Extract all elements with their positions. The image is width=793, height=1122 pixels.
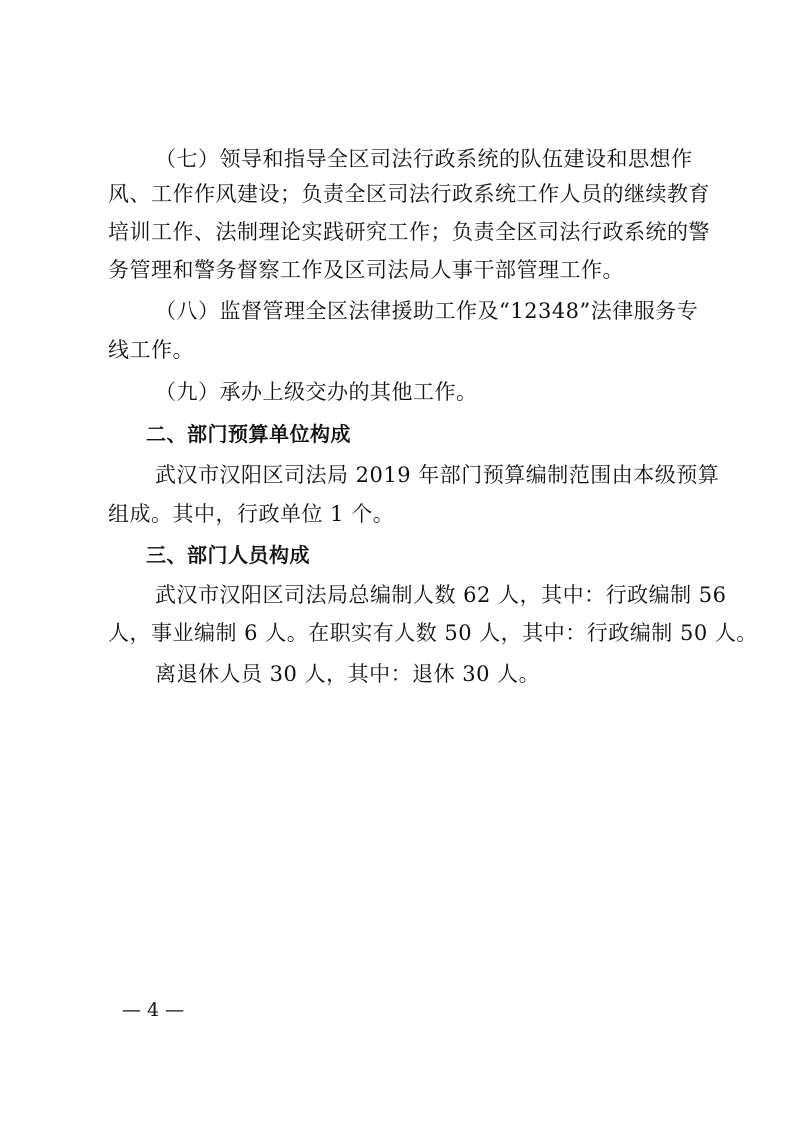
- paragraph-item-7-line-4: 务管理和警务督察工作及区司法局人事干部管理工作。: [108, 258, 624, 282]
- paragraph-item-7-line-3: 培训工作、法制理论实践研究工作；负责全区司法行政系统的警: [108, 220, 710, 244]
- section3-line-3: 离退休人员 30 人，其中：退休 30 人。: [155, 662, 541, 686]
- paragraph-item-7-line-1: （七）领导和指导全区司法行政系统的队伍建设和思想作: [155, 147, 693, 171]
- section3-line-2: 人，事业编制 6 人。在职实有人数 50 人，其中：行政编制 50 人。: [108, 621, 758, 645]
- section3-line-1: 武汉市汉阳区司法局总编制人数 62 人，其中：行政编制 56: [155, 583, 727, 607]
- paragraph-item-8-line-2: 线工作。: [108, 338, 194, 362]
- paragraph-item-8-line-1: （八）监督管理全区法律援助工作及“12348”法律服务专: [155, 299, 699, 323]
- section-heading-budget-units: 二、部门预算单位构成: [146, 422, 351, 446]
- section2-line-1: 武汉市汉阳区司法局 2019 年部门预算编制范围由本级预算: [155, 463, 720, 487]
- paragraph-item-7-line-2: 风、工作作风建设；负责全区司法行政系统工作人员的继续教育: [108, 182, 710, 206]
- page-number: — 4 —: [122, 999, 185, 1021]
- paragraph-item-9-line-1: （九）承办上级交办的其他工作。: [155, 380, 478, 404]
- section-heading-personnel: 三、部门人员构成: [146, 543, 310, 567]
- section2-line-2: 组成。其中，行政单位 1 个。: [108, 502, 395, 526]
